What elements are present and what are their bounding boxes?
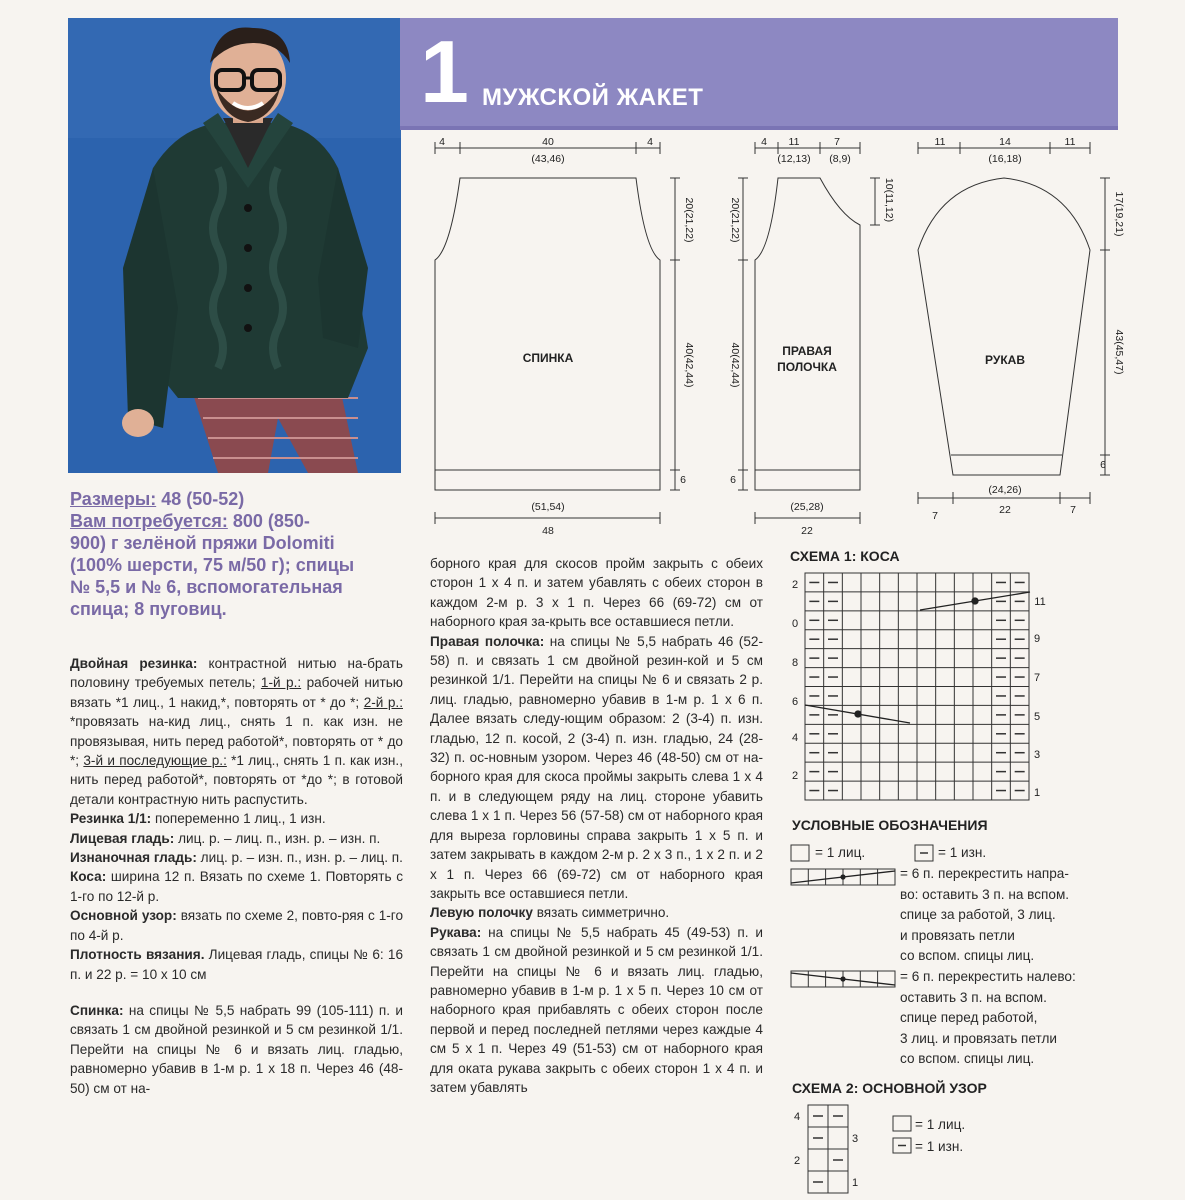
need-line-2: 900) г зелёной пряжи Dolomiti bbox=[70, 533, 335, 553]
para-double-rib: Двойная резинка: контрастной нитью на-брать половину требуемых петель; 1-й р.: рабочей нитью вязать *1 лиц., 1 накид,*, повторять от * до *; 2-й р.: *провязать на-кид лиц., снять 1 п. как изн. не провязывая, нить перед работой*, повторять от * до *; 3-й и последующие р.: *1 лиц., снять 1 п. как изн., нить перед работой*, повторять от *до *; в готовой детали контрастную нить распустить. bbox=[70, 656, 403, 807]
sleeve-bottom-a: 7 bbox=[932, 510, 938, 522]
s2-legend-knit-symbol bbox=[893, 1116, 911, 1131]
para-back-cont: борного края для скосов пройм закрыть с обеих сторон 1 х 4 п. и затем убавлять с обеих сторон в каждом 2-м р. 3 х 1 п. Через 66 (69-72) см от наборного края за-крыть все оставшиеся петли. bbox=[430, 556, 763, 630]
back-top-mid: 40 bbox=[542, 136, 554, 148]
para-right-front: Правая полочка: на спицы № 5,5 набрать 46 (52-58) п. и связать 1 см двойной резин-кой и 5 см резинкой 1/1. Перейти на спицы № 6 и связать 2 р. лиц. гладью, равномерно убавив в 1-м р. 1 х 6 п. Далее вязать следу-ющим образом: 2 (3-4) п. изн. гладью, 12 п. косой, 2 (3-4) п. изн. гладью, 24 (28-32) п. ос-новным узором. Через 46 (48-50) см от на-борного края для скоса проймы закрыть слева 1 х 4 п. и в следующем ряду на лиц. стороне убавить слева 1 х 1 п. Через 56 (57-58) см от наборного края для выреза горловины справа закрыть 1 х 5 п. и затем закрывать в каждом 2-м р. 2 х 3 п., 1 х 2 п. и 2 х 1 п. Через 66 (69-72) см от наборного края закрыть все оставшиеся петли. bbox=[430, 633, 763, 901]
sleeve-top-sub: (16,18) bbox=[988, 153, 1022, 165]
legend-knit: = 1 лиц. bbox=[815, 845, 866, 860]
s2-left-2: 2 bbox=[793, 1155, 801, 1167]
back-bottom-sub: (51,54) bbox=[531, 501, 565, 513]
sleeve-right-top: 17(19,21) bbox=[1113, 191, 1125, 237]
front-right-neck: 10(11,12) bbox=[883, 177, 895, 223]
legend-cross-right-symbol bbox=[791, 869, 895, 885]
back-top-right: 4 bbox=[647, 136, 653, 148]
sleeve-bottom-sub: (24,26) bbox=[988, 484, 1022, 496]
model-illustration bbox=[68, 18, 401, 473]
sleeve-bottom-c: 7 bbox=[1070, 504, 1076, 516]
scheme2-title: СХЕМА 2: ОСНОВНОЙ УЗОР bbox=[792, 1080, 987, 1096]
s2-legend-knit: = 1 лиц. bbox=[915, 1117, 966, 1132]
para-stockinette: Лицевая гладь: лиц. р. – лиц. п., изн. р. – изн. п. bbox=[70, 830, 381, 846]
para-back: Спинка: на спицы № 5,5 набрать 99 (105-111) п. и связать 1 см двойной резинкой и 5 см резинкой 1/1. Перейти на спицы № 6 и вязать лиц. гладью, равномерно убавив в 1-м р. 1 х 18 п. Через 46 (48-50) см от на- bbox=[70, 1002, 403, 1096]
back-side-top: 20(21,22) bbox=[683, 197, 695, 243]
para-main-pattern: Основной узор: вязать по схеме 2, повто-ряя с 1-го по 4-й р. bbox=[70, 908, 404, 943]
scheme1-grid bbox=[785, 568, 1055, 808]
front-bottom-sub: (25,28) bbox=[790, 501, 824, 513]
front-left-bot: 6 bbox=[730, 474, 736, 486]
sizes-value: 48 (50-52) bbox=[161, 489, 245, 509]
back-top-left: 4 bbox=[439, 136, 445, 148]
para-rib-1-1: Резинка 1/1: попеременно 1 лиц., 1 изн. bbox=[70, 811, 326, 827]
scheme1-title: СХЕМА 1: КОСА bbox=[790, 548, 900, 564]
s2-legend-purl: = 1 изн. bbox=[915, 1139, 964, 1154]
front-label-1: ПРАВАЯ bbox=[782, 344, 832, 358]
para-left-front: Левую полочку вязать симметрично. bbox=[430, 905, 670, 921]
front-left-mid: 40(42,44) bbox=[729, 342, 741, 388]
pattern-title: МУЖСКОЙ ЖАКЕТ bbox=[482, 84, 704, 111]
sleeve-top-b: 14 bbox=[999, 136, 1011, 148]
back-label: СПИНКА bbox=[522, 351, 574, 365]
s1-left-3: 8 bbox=[791, 657, 799, 669]
back-top-sub: (43,46) bbox=[531, 153, 565, 165]
need-value: 800 (850- bbox=[232, 511, 310, 531]
para-reverse-stockinette: Изнаночная гладь: лиц. р. – изн. п., изн. р. – лиц. п. bbox=[70, 850, 403, 866]
schematic-diagrams bbox=[400, 130, 1185, 540]
s2-right-2: 1 bbox=[851, 1177, 859, 1189]
s1-right-2: 9 bbox=[1033, 633, 1041, 645]
back-side-mid: 40(42,44) bbox=[683, 342, 695, 388]
legend-cross-left-symbol bbox=[791, 971, 895, 987]
s1-right-1: 11 bbox=[1034, 596, 1046, 608]
front-label-2: ПОЛОЧКА bbox=[777, 360, 837, 374]
s1-left-2: 0 bbox=[791, 618, 799, 630]
back-bottom: 48 bbox=[542, 525, 554, 537]
legend-title: УСЛОВНЫЕ ОБОЗНАЧЕНИЯ bbox=[792, 817, 988, 833]
front-left-top: 20(21,22) bbox=[729, 197, 741, 243]
legend-cross-left: = 6 п. перекрестить налево: оставить 3 п. на вспом. спице перед работой, 3 лиц. и провязать петли со вспом. спицы лиц. bbox=[900, 969, 1076, 1066]
sleeve-label: РУКАВ bbox=[985, 353, 1025, 367]
sleeve-right-mid: 43(45,47) bbox=[1113, 329, 1125, 375]
legend-purl: = 1 изн. bbox=[938, 845, 987, 860]
need-line-3: (100% шерсти, 75 м/50 г); спицы bbox=[70, 555, 355, 575]
sleeve-top-a: 11 bbox=[934, 136, 946, 148]
text-column-1 bbox=[70, 654, 403, 1098]
s1-right-6: 1 bbox=[1033, 787, 1041, 799]
back-side-bot: 6 bbox=[680, 474, 686, 486]
need-line-4: № 5,5 и № 6, вспомогательная bbox=[70, 577, 343, 597]
para-cable: Коса: ширина 12 п. Вязать по схеме 1. Повторять с 1-го по 12-й р. bbox=[70, 869, 403, 904]
pattern-number: 1 bbox=[420, 22, 469, 121]
front-top-sub-c: (8,9) bbox=[829, 153, 851, 165]
s1-left-6: 2 bbox=[791, 770, 799, 782]
sizes-block bbox=[70, 488, 405, 620]
para-sleeves: Рукава: на спицы № 5,5 набрать 45 (49-53) п. и связать 1 см двойной резинкой и 5 см резинкой 1/1. Перейти на спицы № 6 и вязать лиц. гладью, равномерно убавив в 1-м р. 1 х 5 п. Через 10 см от наборного края прибавлять с обеих сторон после первой и перед последней петлями через каждые 4 см 5 х 1 п. Через 49 (51-53) см от наборного края для оката рукава закрыть с обеих сторон 1 х 4 п. и затем убавлять bbox=[430, 924, 763, 1095]
text-column-2 bbox=[430, 554, 763, 1097]
front-top-c: 7 bbox=[834, 136, 840, 148]
s1-left-5: 4 bbox=[791, 732, 799, 744]
front-bottom: 22 bbox=[801, 525, 813, 537]
sizes-label: Размеры: bbox=[70, 489, 157, 509]
s2-right-1: 3 bbox=[851, 1133, 859, 1145]
legend-cross-right: = 6 п. перекрестить напра- во: оставить 3 п. на вспом. спице за работой, 3 лиц. и провязать петли со вспом. спицы лиц. bbox=[900, 866, 1070, 963]
front-top-a: 4 bbox=[761, 136, 767, 148]
s2-left-1: 4 bbox=[793, 1111, 801, 1123]
s1-left-4: 6 bbox=[791, 696, 799, 708]
front-top-sub-b: (12,13) bbox=[777, 153, 811, 165]
para-gauge: Плотность вязания. Лицевая гладь, спицы № 6: 16 п. и 22 р. = 10 х 10 см bbox=[70, 947, 404, 982]
s1-right-5: 3 bbox=[1033, 749, 1041, 761]
sleeve-bottom-b: 22 bbox=[999, 504, 1011, 516]
legend-knit-symbol bbox=[791, 845, 809, 861]
sleeve-top-c: 11 bbox=[1064, 136, 1076, 148]
need-line-5: спица; 8 пуговиц. bbox=[70, 599, 227, 619]
sleeve-right-bot: 6 bbox=[1100, 459, 1106, 471]
need-label: Вам потребуется: bbox=[70, 511, 228, 531]
front-top-b: 11 bbox=[788, 136, 800, 148]
s1-right-3: 7 bbox=[1033, 672, 1041, 684]
s1-right-4: 5 bbox=[1033, 711, 1041, 723]
s1-left-1: 2 bbox=[791, 579, 799, 591]
model-photo bbox=[68, 18, 401, 473]
